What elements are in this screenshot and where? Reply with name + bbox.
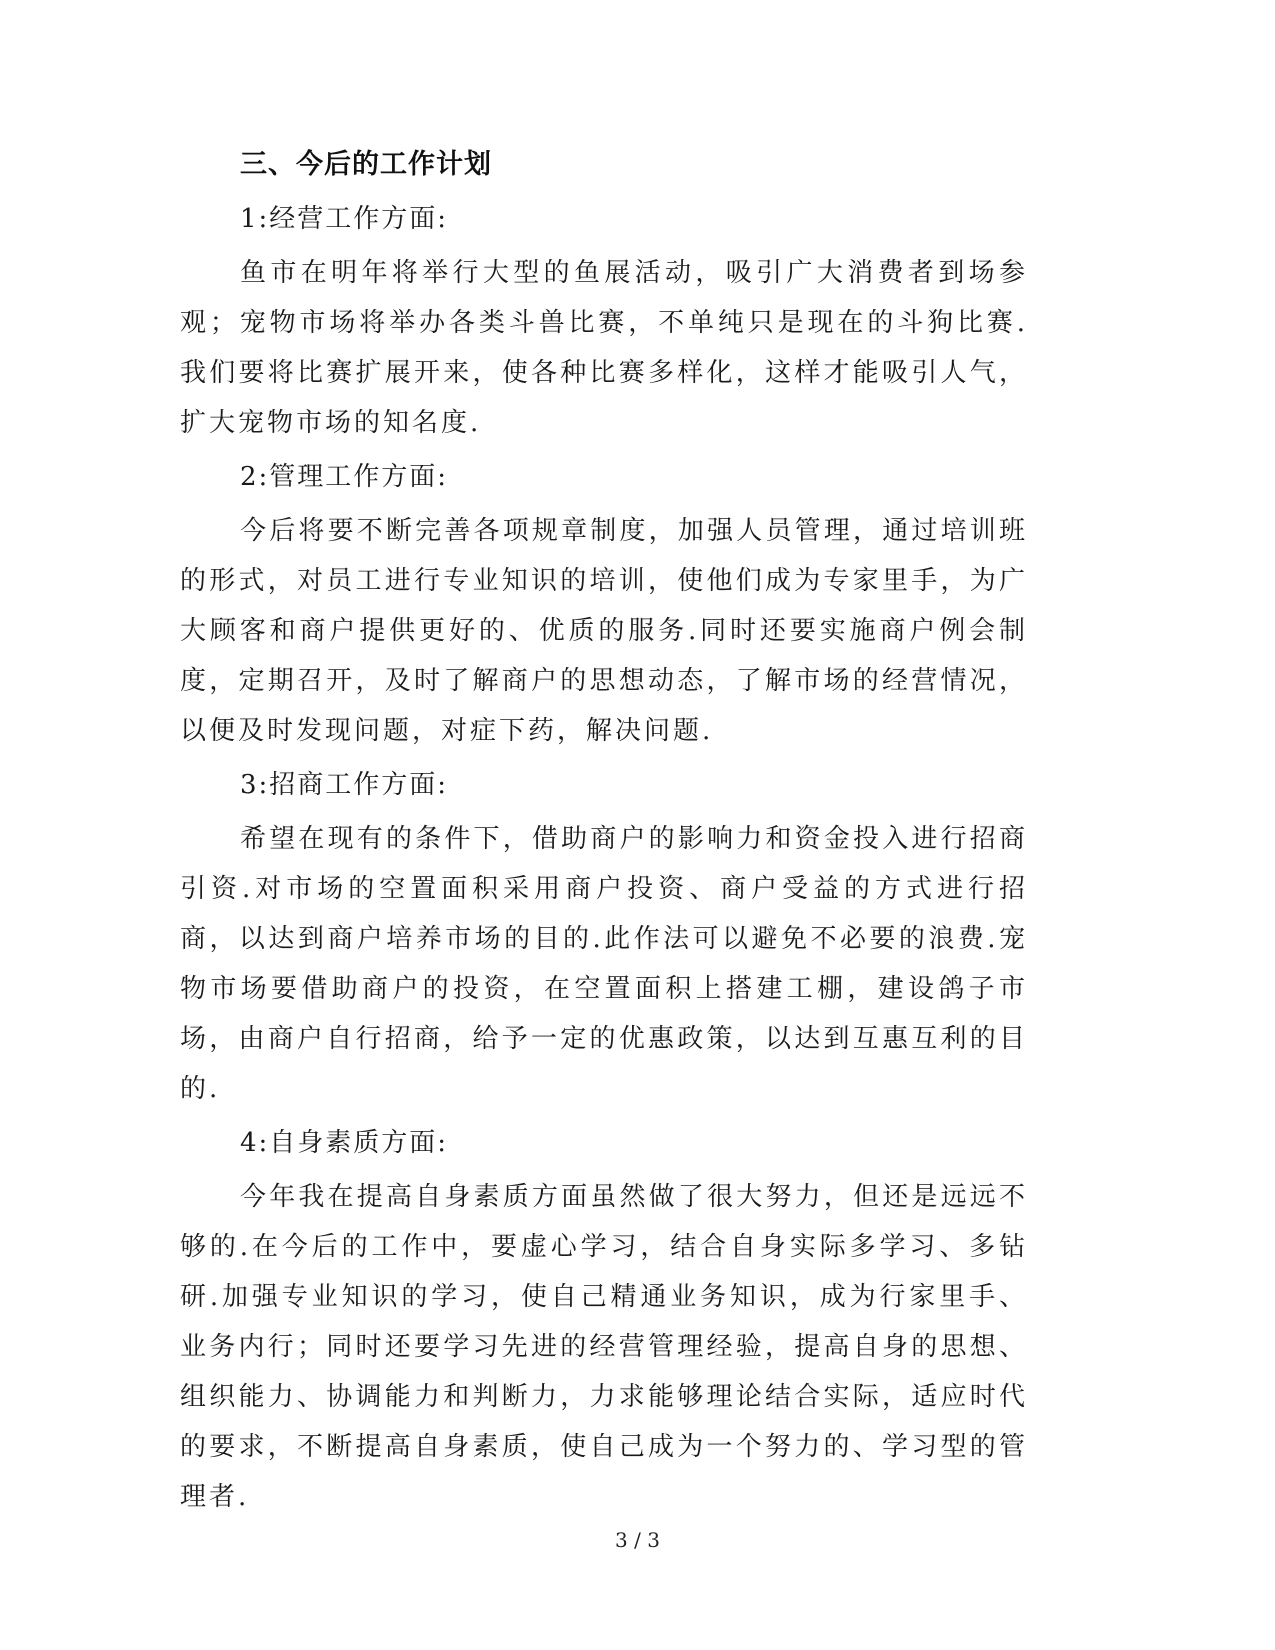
plan-block-self-improvement xyxy=(180,1118,1028,1522)
subheading-management: 2:管理工作方面: xyxy=(240,462,449,492)
subheading-self-improvement: 4:自身素质方面: xyxy=(240,1128,449,1158)
section-title: 三、今后的工作计划 xyxy=(240,149,492,180)
subheading-business: 1:经营工作方面: xyxy=(240,204,449,234)
subheading-investment: 3:招商工作方面: xyxy=(240,770,449,800)
paragraph-investment: 希望在现有的条件下，借助商户的影响力和资金投入进行招商引资.对市场的空置面积采用商户投资、商户受益的方式进行招商，以达到商户培养市场的目的.此作法可以避免不必要的浪费.宠物市场要借助商户的投资，在空置面积上搭建工棚，建设鸽子市场，由商户自行招商，给予一定的优惠政策，以达到互惠互利的目的. xyxy=(180,824,1028,1104)
paragraph-business: 鱼市在明年将举行大型的鱼展活动，吸引广大消费者到场参观；宠物市场将举办各类斗兽比赛，不单纯只是现在的斗狗比赛.我们要将比赛扩展开来，使各种比赛多样化，这样才能吸引人气，扩大宠物市场的知名度. xyxy=(180,258,1028,438)
paragraph-management: 今后将要不断完善各项规章制度，加强人员管理，通过培训班的形式，对员工进行专业知识的培训，使他们成为专家里手，为广大顾客和商户提供更好的、优质的服务.同时还要实施商户例会制度，定期召开，及时了解商户的思想动态，了解市场的经营情况，以便及时发现问题，对症下药，解决问题. xyxy=(180,516,1028,746)
plan-block-business xyxy=(180,194,1028,448)
document-body xyxy=(180,140,1028,1526)
paragraph-self-improvement: 今年我在提高自身素质方面虽然做了很大努力，但还是远远不够的.在今后的工作中，要虚心学习，结合自身实际多学习、多钻研.加强专业知识的学习，使自己精通业务知识，成为行家里手、业务内行；同时还要学习先进的经营管理经验，提高自身的思想、组织能力、协调能力和判断力，力求能够理论结合实际，适应时代的要求，不断提高自身素质，使自己成为一个努力的、学习型的管理者. xyxy=(180,1182,1028,1512)
plan-block-investment xyxy=(180,760,1028,1114)
page-number: 3 / 3 xyxy=(615,1528,660,1552)
plan-block-management xyxy=(180,452,1028,756)
